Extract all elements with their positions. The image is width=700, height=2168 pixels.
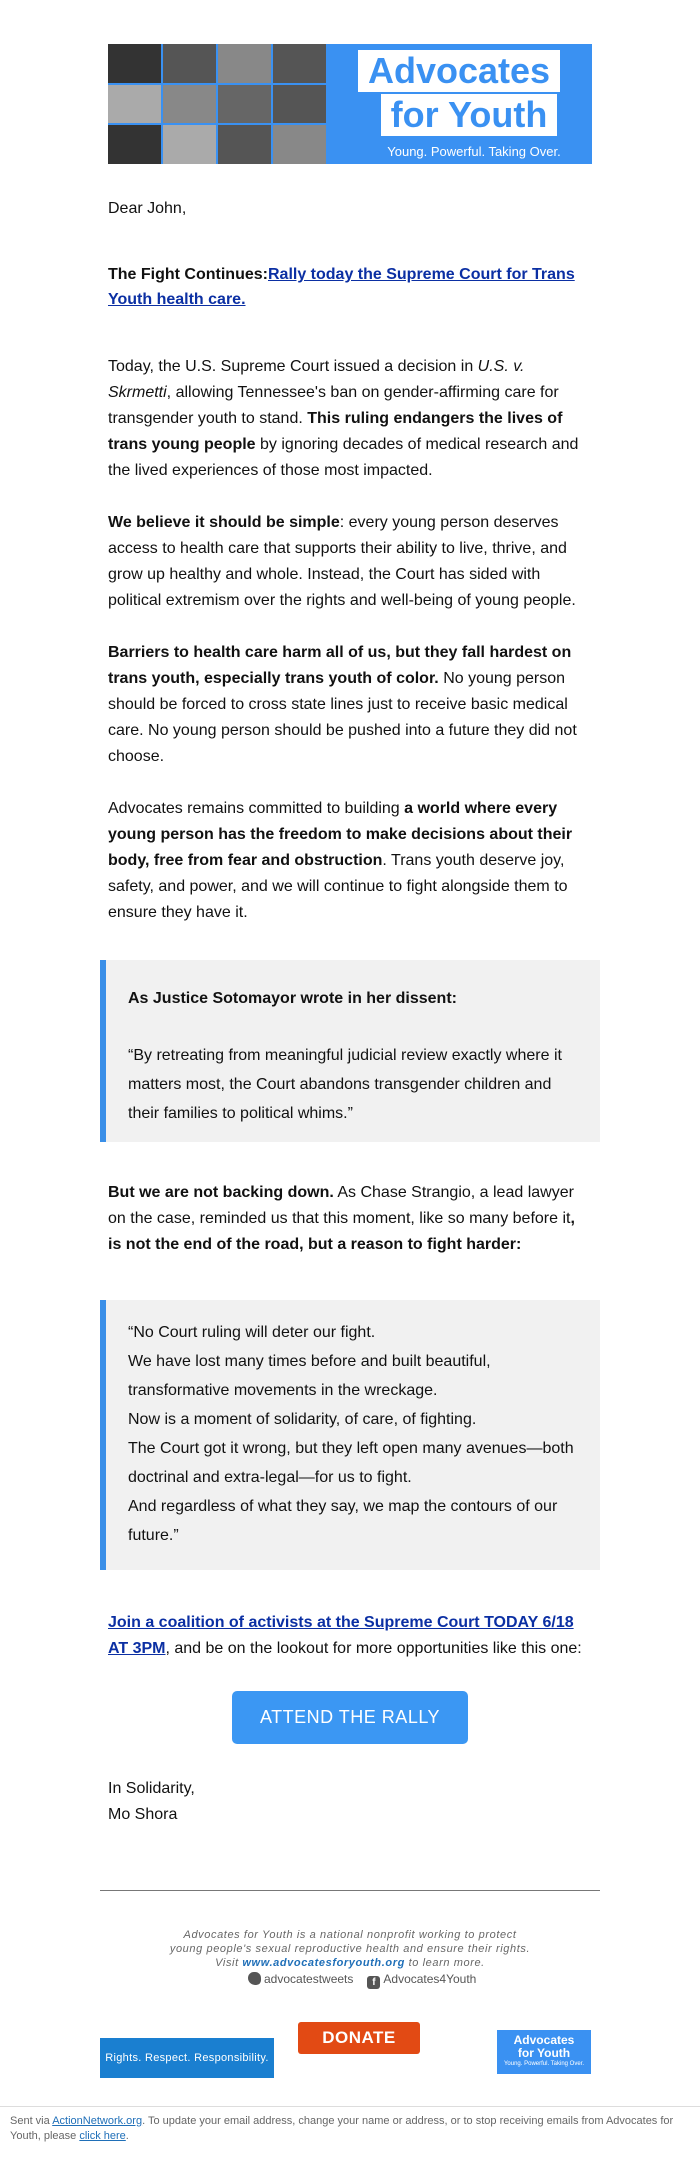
header-banner — [108, 44, 592, 164]
twitter-icon — [248, 1972, 261, 1985]
bottom-pre: Sent via — [10, 2115, 53, 2127]
coalition-link[interactable]: Join a coalition of activists at the Supreme Court TODAY 6/18 AT 3PM — [108, 1614, 574, 1657]
email-body — [108, 196, 592, 952]
unsubscribe-notice — [10, 2114, 690, 2144]
cta-text — [108, 1610, 592, 1662]
paragraph-believe — [108, 510, 592, 614]
p3-text: No young person should be forced to cross state lines just to receive basic medical care. No young person should be pushed into a future they did not choose. — [108, 670, 577, 765]
middle-text: As Chase Strangio, a lead lawyer on the case, reminded us that this moment, like so many before it — [108, 1184, 574, 1227]
strangio-quote-box — [100, 1300, 600, 1570]
p4-text-b: . Trans youth deserve joy, safety, and power, and we will continue to fight alongside them to ensure they have it. — [108, 852, 568, 921]
brand-line2: for Youth — [381, 94, 558, 136]
footer-line2: young people's sexual reproductive health and ensure their rights. — [169, 1943, 531, 1955]
brand-logo — [326, 44, 592, 164]
p4-bold: a world where every young person has the freedom to make decisions about their body, free from fear and obstruction — [108, 800, 573, 869]
donate-button[interactable]: DONATE — [298, 2022, 420, 2054]
footer-divider — [100, 1890, 600, 1891]
footer-logo-line1: Advocates — [513, 2033, 575, 2047]
footer-logo[interactable] — [497, 2030, 591, 2074]
lead-prefix: The Fight Continues: — [108, 266, 268, 283]
p3-bold: Barriers to health care harm all of us, but they fall hardest on trans youth, especially trans youth of color. — [108, 644, 572, 687]
rally-link[interactable]: Rally today the Supreme Court for Trans Youth health care. — [108, 266, 575, 308]
paragraph-barriers — [108, 640, 592, 770]
quote2-line2: We have lost many times before and built beautiful, transformative movements in the wreckage. — [128, 1353, 491, 1399]
website-link[interactable]: www.advocatesforyouth.org — [242, 1957, 405, 1969]
p1-text-a: Today, the U.S. Supreme Court issued a decision in — [108, 358, 478, 375]
p1-bold: This ruling endangers the lives of trans young people — [108, 410, 563, 453]
footer-logo-line2: for Youth — [517, 2046, 571, 2060]
twitter-handle: advocatestweets — [264, 1972, 354, 1986]
visit-pre: Visit — [215, 1957, 243, 1969]
rights-badge[interactable]: Rights. Respect. Responsibility. — [100, 2038, 274, 2078]
photo-collage — [108, 44, 326, 164]
p2-text: : every young person deserves access to health care that supports their ability to live, thrive, and grow up healthy and whole. Instead, the Court has sided with political extremism over the rights and well-being of young people. — [108, 514, 576, 609]
greeting: Dear John, — [108, 200, 187, 217]
quote2-line1: “No Court ruling will deter our fight. — [128, 1324, 376, 1341]
quote1-heading: As Justice Sotomayor wrote in her dissent: — [128, 990, 457, 1007]
signoff — [108, 1776, 195, 1828]
p4-text-a: Advocates remains committed to building — [108, 800, 405, 817]
footer-visit — [140, 1956, 560, 1970]
paragraph-decision — [108, 354, 592, 484]
strangio-intro — [108, 1180, 592, 1258]
signoff-name: Mo Shora — [108, 1806, 178, 1823]
middle-bold1: But we are not backing down. — [108, 1184, 334, 1201]
quote2-line3: Now is a moment of solidarity, of care, of fighting. — [128, 1411, 477, 1428]
actionnetwork-link[interactable]: ActionNetwork.org — [52, 2115, 143, 2127]
sotomayor-quote-box — [100, 960, 600, 1142]
p1-text-c: by ignoring decades of medical research and the lived experiences of those most impacted. — [108, 436, 579, 479]
social-links — [248, 1972, 476, 1989]
cta-rest: , and be on the lookout for more opportunities like this one: — [165, 1640, 582, 1657]
p2-bold: We believe it should be simple — [108, 514, 340, 531]
paragraph-backing-down — [108, 1180, 592, 1258]
brand-line1: Advocates — [358, 50, 560, 92]
quote2-line4: The Court got it wrong, but they left open many avenues—both doctrinal and extra-legal—for us to fight. — [128, 1440, 574, 1486]
bottom-rule — [0, 2106, 700, 2107]
middle-bold2: , is not the end of the road, but a reason to fight harder: — [108, 1210, 575, 1253]
footer-description — [140, 1928, 560, 1970]
quote2-line5: And regardless of what they say, we map the contours of our future.” — [128, 1498, 558, 1544]
brand-tagline: Young. Powerful. Taking Over. — [387, 143, 561, 159]
facebook-link[interactable] — [367, 1972, 476, 1989]
p1-text-b: , allowing Tennessee's ban on gender-affirming care for transgender youth to stand. — [108, 384, 559, 427]
paragraph-committed — [108, 796, 592, 926]
case-name: U.S. v. Skrmetti — [108, 358, 525, 401]
twitter-link[interactable] — [248, 1972, 353, 1989]
visit-post: to learn more. — [404, 1957, 485, 1969]
facebook-handle: Advocates4Youth — [383, 1972, 477, 1986]
cta-paragraph — [108, 1610, 592, 1662]
facebook-icon: f — [367, 1976, 380, 1989]
footer-logo-tag: Young. Powerful. Taking Over. — [503, 2061, 585, 2067]
bottom-mid: . To update your email address, change your name or address, or to stop receiving emails from Advocates for Youth, please — [10, 2115, 674, 2142]
click-here-link[interactable]: click here — [79, 2130, 126, 2142]
attend-rally-button[interactable]: ATTEND THE RALLY — [232, 1691, 468, 1744]
bottom-end: . — [125, 2130, 129, 2142]
lead-line — [108, 262, 592, 312]
quote1-text: “By retreating from meaningful judicial review exactly where it matters most, the Court abandons transgender children and their families to political whims.” — [128, 1047, 562, 1122]
footer-line1: Advocates for Youth is a national nonprofit working to protect — [183, 1929, 517, 1941]
signoff-line1: In Solidarity, — [108, 1780, 195, 1797]
